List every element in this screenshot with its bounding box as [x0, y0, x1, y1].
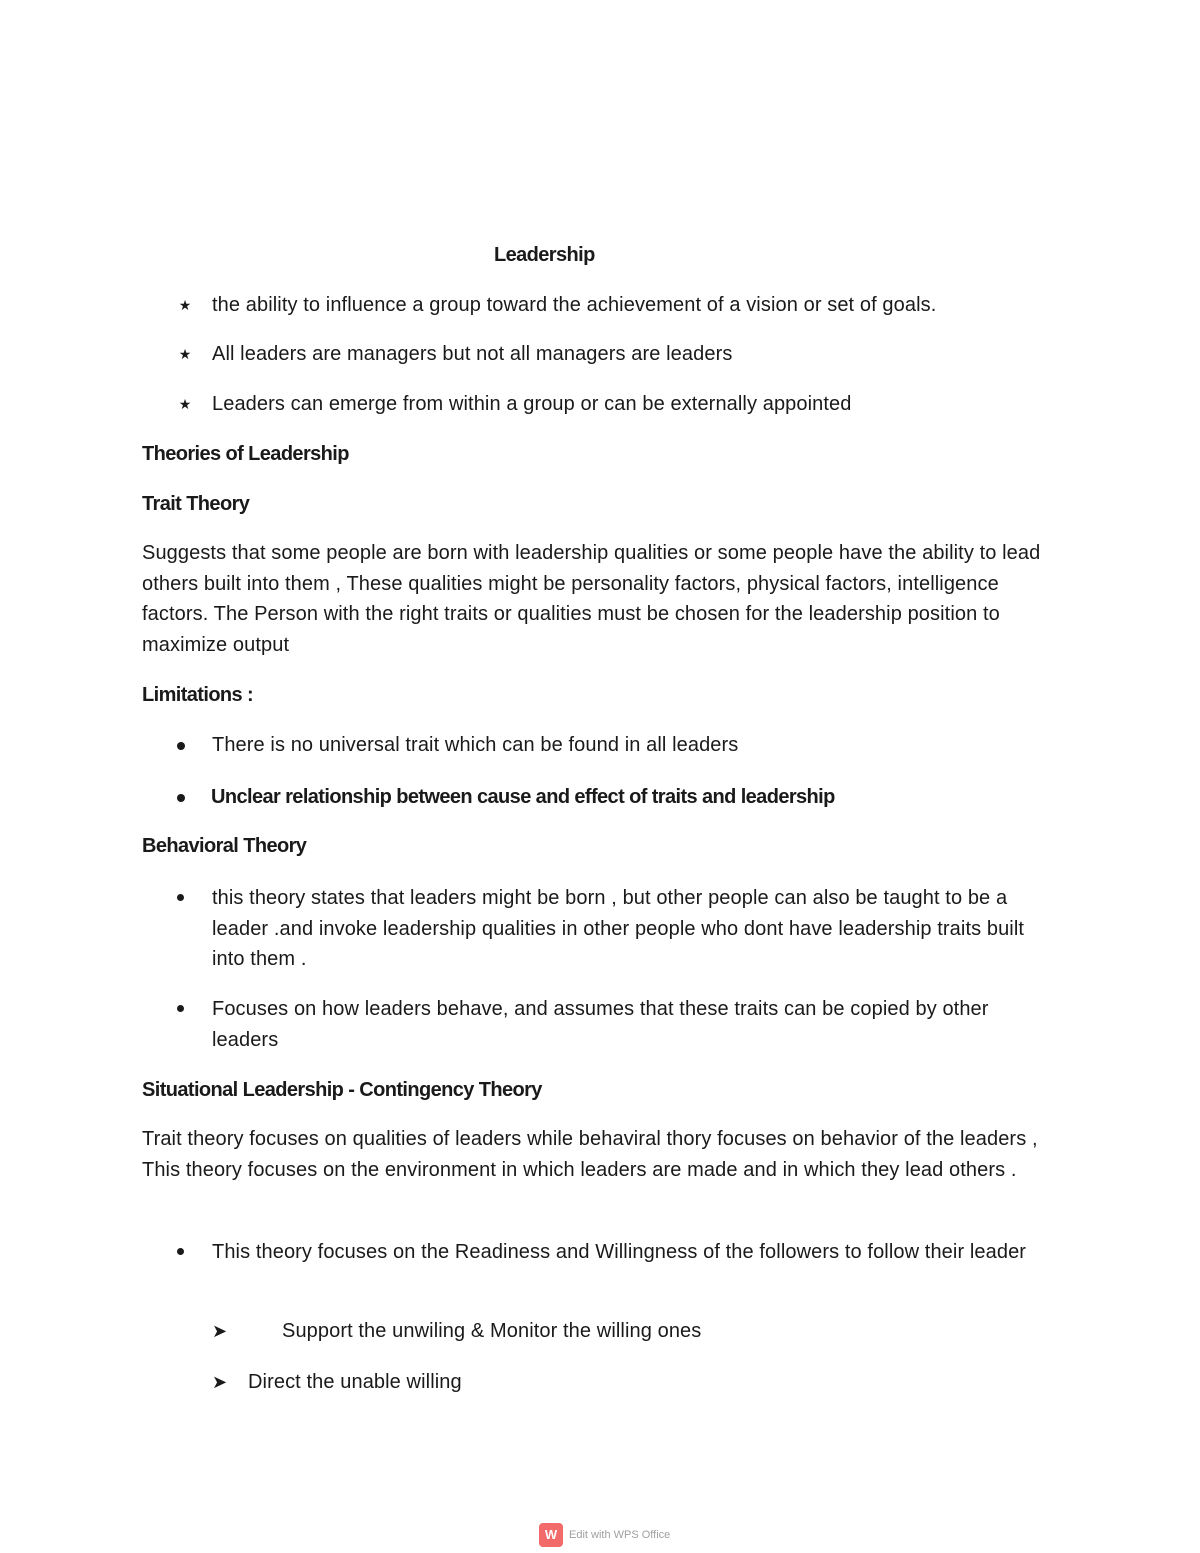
limitations-heading: Limitations :: [142, 684, 254, 706]
situational-sub-bullet-2: Direct the unable willing: [248, 1371, 462, 1393]
bullet-dot-icon: [177, 894, 184, 901]
document-title: Leadership: [494, 244, 595, 266]
limitation-1: There is no universal trait which can be found in all leaders: [212, 734, 739, 756]
star-bullet-icon: ★: [178, 346, 192, 362]
bullet-dot-icon: [177, 742, 185, 750]
behavioral-bullet-2: Focuses on how leaders behave, and assumes that these traits can be copied by other leaders: [212, 998, 989, 1051]
star-bullet-icon: ★: [178, 396, 192, 412]
theories-heading: Theories of Leadership: [142, 443, 349, 465]
situational-bullet: This theory focuses on the Readiness and Willingness of the followers to follow their leader: [212, 1241, 1027, 1263]
intro-bullet-2: All leaders are managers but not all managers are leaders: [212, 343, 733, 365]
intro-bullet-1: the ability to influence a group toward the achievement of a vision or set of goals.: [212, 294, 937, 316]
footer-watermark-text: Edit with WPS Office: [569, 1529, 671, 1541]
bullet-dot-icon: [177, 1005, 184, 1012]
limitation-2: Unclear relationship between cause and effect of traits and leadership: [211, 786, 835, 808]
behavioral-bullet-1: this theory states that leaders might be born , but other people can also be taught to be a leader .and invoke leadership qualities in other people who dont have leadership traits built into them .: [212, 887, 1025, 970]
star-bullet-icon: ★: [178, 297, 192, 313]
bullet-dot-icon: [177, 1248, 184, 1255]
arrow-bullet-icon: ➤: [212, 1372, 228, 1392]
intro-bullet-3: Leaders can emerge from within a group or can be externally appointed: [212, 393, 852, 415]
wps-logo-icon: W: [539, 1523, 563, 1547]
trait-theory-paragraph: Suggests that some people are born with leadership qualities or some people have the ability to lead others built into them , These qualities might be personality factors, physical factors, intelligence factors. The Person with the right traits or qualities must be chosen for the leadership position to maximize output: [142, 542, 1041, 656]
trait-theory-heading: Trait Theory: [142, 493, 250, 515]
bullet-dot-icon: [177, 794, 185, 802]
situational-heading: Situational Leadership - Contingency Theory: [142, 1079, 542, 1101]
situational-sub-bullet-1: Support the unwiling & Monitor the willing ones: [282, 1320, 702, 1342]
behavioral-theory-heading: Behavioral Theory: [142, 835, 307, 857]
situational-paragraph: Trait theory focuses on qualities of leaders while behaviral thory focuses on behavior of the leaders , This theory focuses on the environment in which leaders are made and in which they lead others .: [142, 1128, 1038, 1181]
arrow-bullet-icon: ➤: [212, 1321, 228, 1341]
